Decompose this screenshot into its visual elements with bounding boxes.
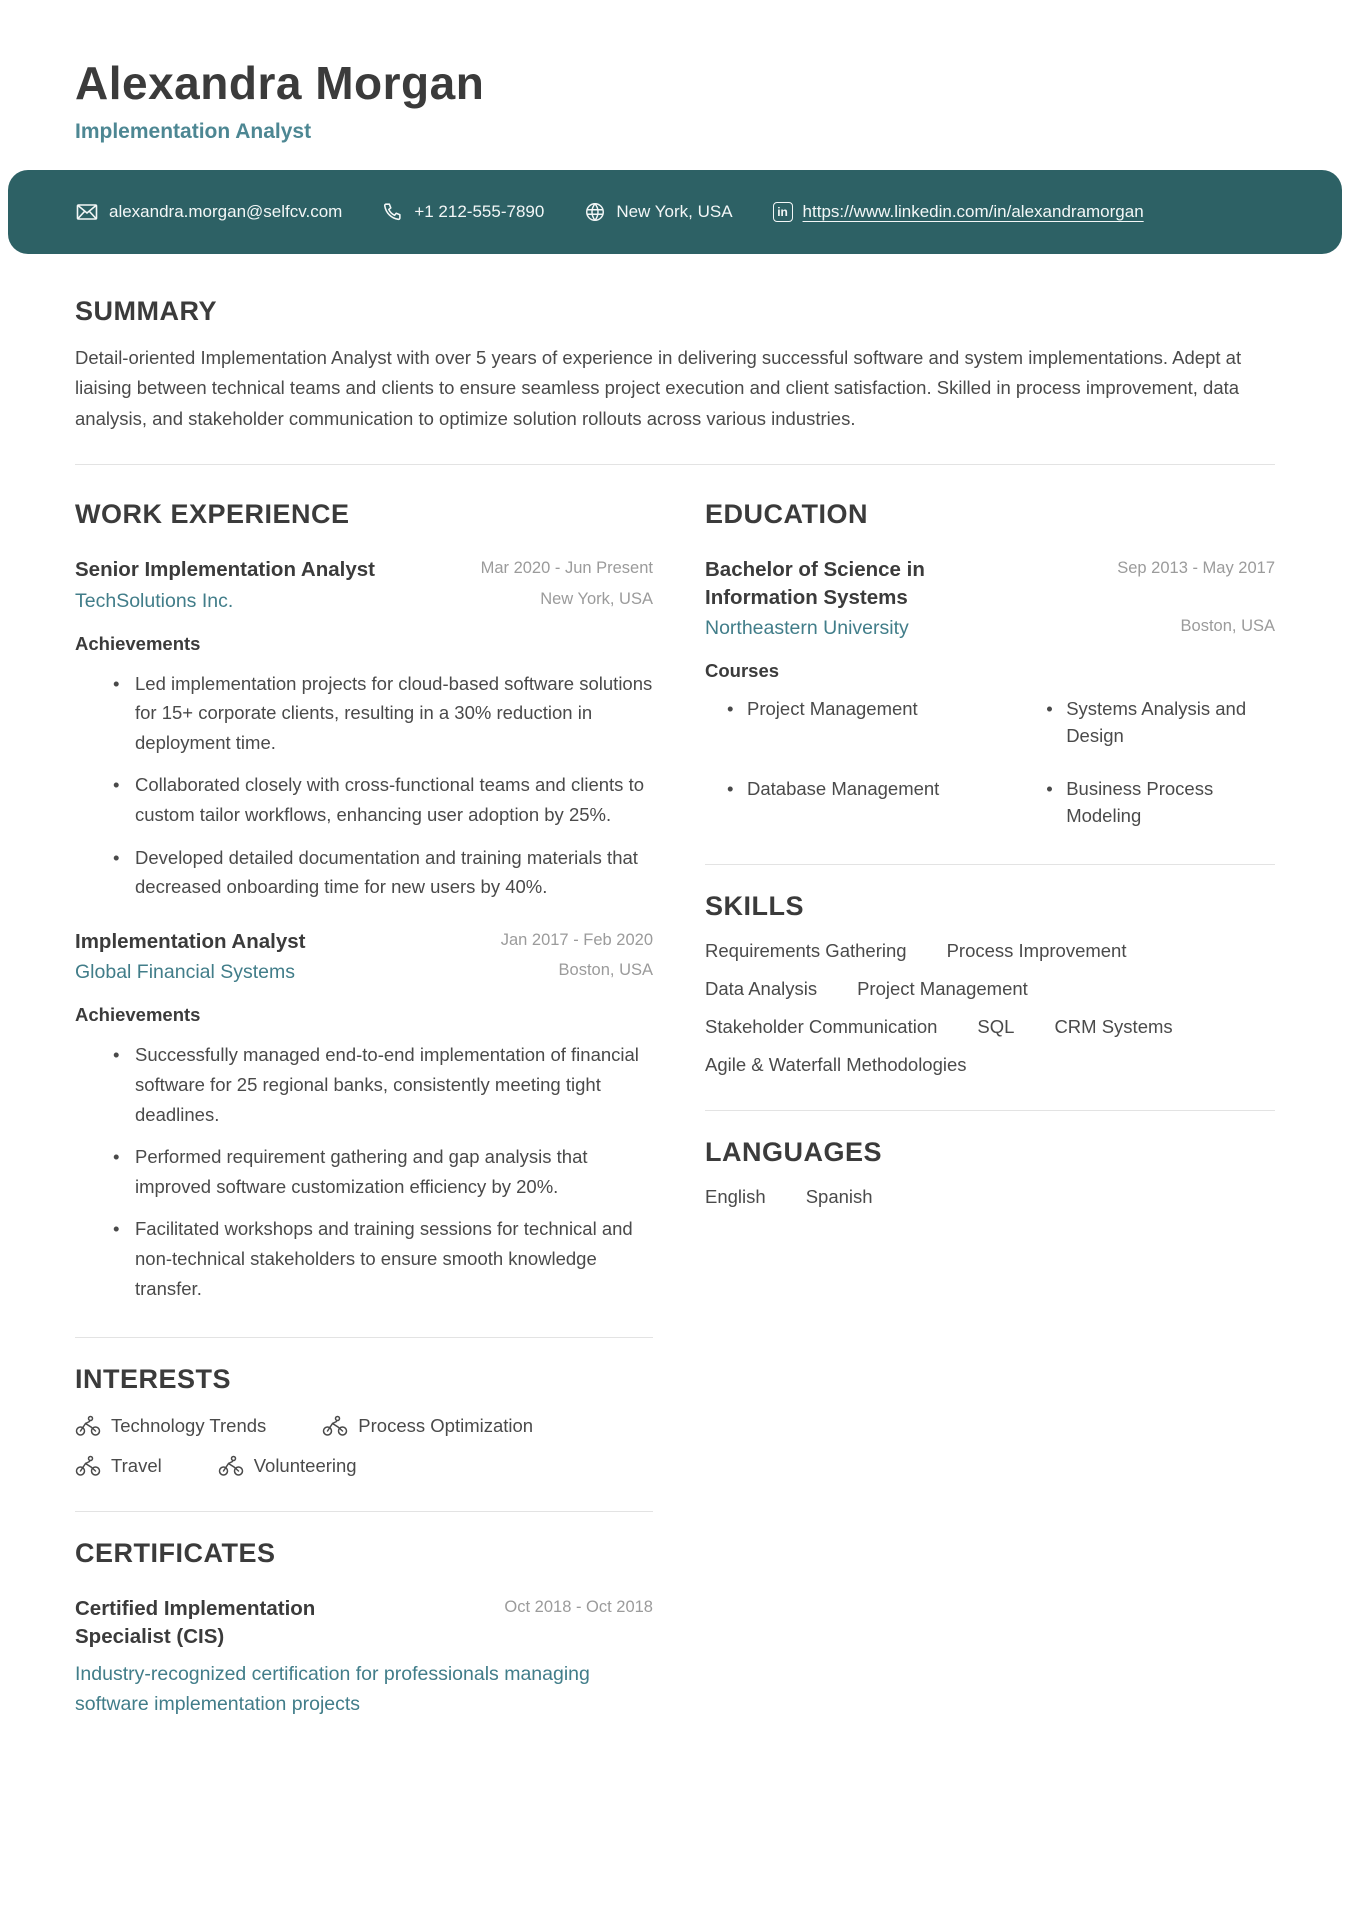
achievement-item: • Collaborated closely with cross-functional teams and clients to custom tailor workflows, enhancing user adoption by 25%. bbox=[75, 770, 653, 829]
contact-location bbox=[584, 201, 732, 223]
cyclist-icon bbox=[218, 1455, 244, 1477]
course-item: • Project Management bbox=[705, 696, 1024, 750]
work-experience-heading: WORK EXPERIENCE bbox=[75, 498, 350, 529]
summary-divider bbox=[75, 464, 1275, 465]
summary-heading: SUMMARY bbox=[75, 296, 217, 326]
header bbox=[0, 0, 1350, 144]
job-title: Senior Implementation Analyst bbox=[75, 557, 375, 581]
education-entry bbox=[705, 556, 1275, 830]
interest-item bbox=[322, 1415, 533, 1437]
achievements-label: Achievements bbox=[75, 632, 201, 654]
course-item: • Business Process Modeling bbox=[1024, 776, 1275, 830]
email-icon bbox=[75, 200, 99, 224]
certificate-dates: Oct 2018 - Oct 2018 bbox=[504, 1598, 653, 1617]
school-name: Northeastern University bbox=[705, 617, 909, 640]
education-location: Boston, USA bbox=[1180, 617, 1275, 636]
job-location: Boston, USA bbox=[558, 961, 653, 980]
job-entry bbox=[75, 928, 653, 1303]
languages-section bbox=[705, 1137, 1275, 1208]
skill-item: Stakeholder Communication bbox=[705, 1015, 938, 1037]
interest-label: Travel bbox=[111, 1455, 162, 1477]
job-dates: Mar 2020 - Jun Present bbox=[480, 558, 653, 577]
course-item: • Database Management bbox=[705, 776, 1024, 830]
interest-label: Technology Trends bbox=[111, 1415, 267, 1437]
interest-item bbox=[75, 1415, 266, 1437]
globe-icon bbox=[584, 201, 606, 223]
skill-item: Agile & Waterfall Methodologies bbox=[705, 1053, 967, 1075]
person-job-title: Implementation Analyst bbox=[75, 120, 312, 143]
languages-heading: LANGUAGES bbox=[705, 1136, 883, 1167]
skill-item: Data Analysis bbox=[705, 977, 818, 999]
interest-item bbox=[218, 1455, 357, 1477]
certificate-title: Certified Implementation Specialist (CIS) bbox=[75, 1597, 316, 1648]
left-column bbox=[75, 499, 653, 1719]
skills-section bbox=[705, 891, 1275, 1076]
linkedin-link[interactable]: https://www.linkedin.com/in/alexandramorgan bbox=[802, 202, 1144, 221]
degree-title: Bachelor of Science in Information Systems bbox=[705, 557, 925, 609]
skill-item: SQL bbox=[977, 1015, 1015, 1037]
skills-list bbox=[705, 940, 1275, 1076]
skill-item: CRM Systems bbox=[1054, 1015, 1173, 1037]
cyclist-icon bbox=[75, 1455, 101, 1477]
job-entry bbox=[75, 556, 653, 902]
job-dates: Jan 2017 - Feb 2020 bbox=[500, 930, 653, 949]
job-achievements-list bbox=[75, 1040, 653, 1303]
job-company: TechSolutions Inc. bbox=[75, 589, 234, 612]
contact-email bbox=[75, 200, 342, 224]
job-location: New York, USA bbox=[540, 589, 653, 608]
interest-item bbox=[75, 1455, 162, 1477]
certificates-heading: CERTIFICATES bbox=[75, 1538, 276, 1569]
contact-linkedin bbox=[773, 202, 1144, 222]
contact-email-text: alexandra.morgan@selfcv.com bbox=[109, 202, 343, 221]
interest-label: Volunteering bbox=[253, 1455, 357, 1477]
contact-bar bbox=[8, 170, 1342, 254]
summary-text: Detail-oriented Implementation Analyst with over 5 years of experience in delivering successful software and system implementations. Adept at liaising between technical teams and clients to ensure seamless project execution and client satisfaction. Skilled in process improvement, data analysis, and stakeholder communication to optimize solution rollouts across various industries. bbox=[75, 347, 1242, 429]
content bbox=[0, 296, 1350, 1779]
achievement-item: • Facilitated workshops and training sessions for technical and non-technical stakeholders to ensure smooth knowledge transfer. bbox=[75, 1214, 653, 1303]
contact-location-text: New York, USA bbox=[616, 202, 733, 221]
certificate-description: Industry-recognized certification for professionals managing software implementation projects bbox=[75, 1662, 590, 1715]
education-divider bbox=[705, 864, 1275, 865]
education-dates: Sep 2013 - May 2017 bbox=[1117, 558, 1275, 577]
interest-label: Process Optimization bbox=[358, 1415, 534, 1437]
achievement-item: • Successfully managed end-to-end implementation of financial software for 25 regional banks, consistently meeting tight deadlines. bbox=[75, 1040, 653, 1129]
education-heading: EDUCATION bbox=[705, 498, 868, 529]
courses-list bbox=[705, 696, 1275, 829]
language-item: Spanish bbox=[805, 1185, 873, 1207]
achievement-item: • Performed requirement gathering and gap analysis that improved software customization efficiency by 20%. bbox=[75, 1142, 653, 1201]
skill-item: Project Management bbox=[857, 977, 1028, 999]
achievement-item: • Led implementation projects for cloud-based software solutions for 15+ corporate clients, resulting in a 30% reduction in deployment time. bbox=[75, 669, 653, 758]
phone-icon bbox=[382, 201, 404, 223]
skills-heading: SKILLS bbox=[705, 890, 805, 921]
courses-label: Courses bbox=[705, 660, 780, 682]
contact-phone-text: +1 212-555-7890 bbox=[414, 202, 545, 221]
job-title: Implementation Analyst bbox=[75, 929, 306, 953]
certificates-section bbox=[75, 1538, 653, 1719]
language-item: English bbox=[705, 1185, 766, 1207]
skills-divider bbox=[705, 1110, 1275, 1111]
work-divider bbox=[75, 1337, 653, 1338]
languages-list bbox=[705, 1186, 1275, 1208]
course-item: • Systems Analysis and Design bbox=[1024, 696, 1275, 750]
cyclist-icon bbox=[75, 1415, 101, 1437]
achievements-label: Achievements bbox=[75, 1004, 201, 1026]
cyclist-icon bbox=[322, 1415, 348, 1437]
two-column-layout bbox=[75, 499, 1275, 1779]
interests-list bbox=[75, 1415, 595, 1477]
interests-section bbox=[75, 1364, 653, 1477]
person-name: Alexandra Morgan bbox=[75, 57, 485, 109]
achievement-item: • Developed detailed documentation and training materials that decreased onboarding time for new users by 40%. bbox=[75, 843, 653, 902]
interests-heading: INTERESTS bbox=[75, 1364, 232, 1395]
skill-item: Requirements Gathering bbox=[705, 939, 907, 961]
job-company: Global Financial Systems bbox=[75, 961, 296, 984]
right-column bbox=[705, 499, 1275, 1719]
summary-section bbox=[75, 296, 1275, 434]
interests-divider bbox=[75, 1511, 653, 1512]
linkedin-icon: in bbox=[773, 202, 793, 222]
skill-item: Process Improvement bbox=[946, 939, 1127, 961]
certificate-entry bbox=[75, 1595, 653, 1719]
job-achievements-list bbox=[75, 669, 653, 902]
contact-phone bbox=[382, 201, 544, 223]
